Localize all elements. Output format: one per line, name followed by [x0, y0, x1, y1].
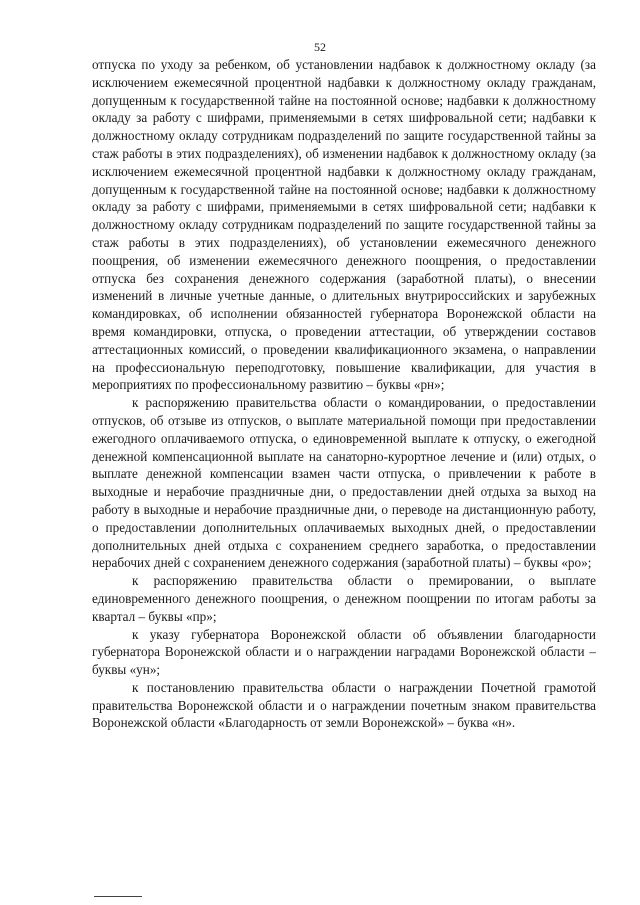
paragraph-ro: к распоряжению правительства области о командировании, о предоставлении отпусков, об отзыве из отпусков, о выплате материальной помощи при предоставлении ежегодного оплачиваемого отпуска, о единовременной выплате к отпуску, о ежегодной денежной компенсационной выплате на санаторно-курортное лечение и (или) отдых, о выплате денежной компенсации взамен части отпуска, о привлечении к работе в выходные и нерабочие праздничные дни, о предоставлении дней отдыха за выход на работу в выходные и нерабочие праздничные дни, о переводе на дистанционную работу, о предоставлении дополнительных оплачиваемых выходных дней, о предоставлении дополнительных дней отдыха с сохранением среднего заработка, о предоставлении нерабочих дней с сохранением денежного содержания (заработной платы) – буквы «ро»;	[92, 395, 596, 571]
paragraph-n: к постановлению правительства области о награждении Почетной грамотой правительства Воронежской области и о награждении почетным знаком правительства Воронежской области «Благодарность от земли Воронежской» – буква «н».	[92, 679, 596, 731]
paragraph-continuation: отпуска по уходу за ребенком, об установлении надбавок к должностному окладу (за исключением ежемесячной процентной надбавки к должностному окладу гражданам, допущенным к государственной тайне на постоянной основе; надбавки к должностному окладу за работу с шифрами, применяемыми в сетях шифровальной сети; надбавки к должностному окладу сотрудникам подразделений по защите государственной тайны за стаж работы в этих подразделениях), об изменении надбавок к должностному окладу (за исключением ежемесячной процентной надбавки к должностному окладу гражданам, допущенным к государственной тайне на постоянной основе; надбавки к должностному окладу за работу с шифрами, применяемыми в сетях шифровальной сети; надбавки к должностному окладу сотрудникам подразделений по защите государственной тайны за стаж работы в этих подразделениях), об установлении ежемесячного денежного поощрения, об изменении ежемесячного денежного поощрения, о предоставлении отпуска без сохранения денежного содержания (заработной платы), о внесении изменений в личные учетные данные, о длительных внутрироссийских и зарубежных командировках, об исполнении обязанностей губернатора Воронежской области на время командировки, отпуска, о проведении аттестации, об утверждении составов аттестационных комиссий, о проведении квалификационного экзамена, о направлении на профессиональную переподготовку, повышение квалификации, для участия в мероприятиях по профессиональному развитию – буквы «рн»;	[92, 57, 596, 393]
paragraph-pr: к распоряжению правительства области о премировании, о выплате единовременного денежного поощрения, о денежном поощрении по итогам работы за квартал – буквы «пр»;	[92, 573, 596, 624]
footnote-separator	[94, 896, 142, 897]
paragraph-un: к указу губернатора Воронежской области об объявлении благодарности губернатора Воронежской области и о награждении наградами Воронежской области – буквы «ун»;	[92, 626, 596, 678]
page-number: 52	[314, 40, 326, 54]
document-body	[92, 56, 596, 732]
